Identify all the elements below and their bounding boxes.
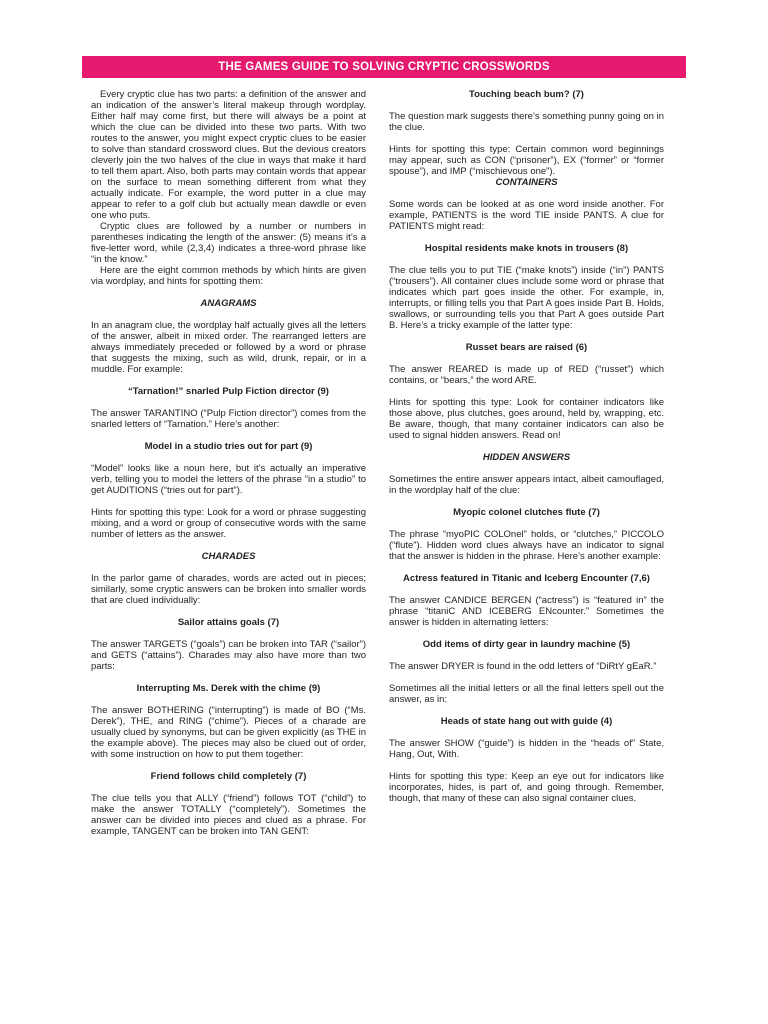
body-paragraph: The answer DRYER is found in the odd letters of “DiRtY gEaR.” xyxy=(389,661,657,672)
body-paragraph: In an anagram clue, the wordplay half actually gives all the letters of the answer, albeit in mixed order. The rearranged letters are always immediately preceded or followed by a word or phrase that suggests the mixing, such as wild, drunk, repair, or in a muddle. For example: xyxy=(91,320,366,375)
hint-paragraph: Hints for spotting this type: Keep an eye out for indicators like incorporates, hides, is part of, and going through. Remember, though, that many of these can also signal container clues. xyxy=(389,771,664,804)
left-column xyxy=(91,89,366,837)
example-clue: Interrupting Ms. Derek with the chime (9) xyxy=(136,683,321,694)
body-paragraph: Sometimes the entire answer appears intact, albeit camouflaged, in the wordplay half of the clue: xyxy=(389,474,664,496)
hint-paragraph: Hints for spotting this type: Look for a word or phrase suggesting mixing, and a word or group of consecutive words with the same number of letters as the answer. xyxy=(91,507,366,540)
section-heading-charades: CHARADES xyxy=(201,551,256,562)
example-clue: Heads of state hang out with guide (4) xyxy=(440,716,613,727)
section-heading-containers: CONTAINERS xyxy=(495,177,558,188)
example-clue: Myopic colonel clutches flute (7) xyxy=(453,507,600,518)
body-paragraph: The answer TARGETS (“goals”) can be broken into TAR (“sailor”) and GETS (“attains”). Charades may also have more than two parts: xyxy=(91,639,366,672)
body-paragraph: The phrase “myoPIC COLOnel” holds, or “clutches,” PICCOLO (“flute”). Hidden word clues always have an indicator to signal that the answer is hidden in the phrase. Here’s another example: xyxy=(389,529,664,562)
example-clue: Odd items of dirty gear in laundry machine (5) xyxy=(422,639,631,650)
intro-paragraph: Cryptic clues are followed by a number or numbers in parentheses indicating the length of the answer: (5) means it’s a five-letter word, while (2,3,4) indicates a three-word phrase like “in the know.” xyxy=(91,221,366,265)
example-clue: Russet bears are raised (6) xyxy=(465,342,588,353)
body-paragraph: Sometimes all the initial letters or all the final letters spell out the answer, as in: xyxy=(389,683,664,705)
body-paragraph: “Model” looks like a noun here, but it’s actually an imperative verb, telling you to model the letters of the phrase “in a studio” to get AUDITIONS (“tries out for part”). xyxy=(91,463,366,496)
body-paragraph: The answer REARED is made up of RED (“russet”) which contains, or “bears,” the word ARE. xyxy=(389,364,664,386)
hint-paragraph: Hints for spotting this type: Certain common word beginnings may appear, such as CON (“prisoner”), EX (“former” or “former spouse”), and IMP (“mischievous one”). xyxy=(389,144,664,177)
example-clue: “Tarnation!” snarled Pulp Fiction director (9) xyxy=(128,386,329,397)
intro-paragraph: Here are the eight common methods by which hints are given via wordplay, and hints for spotting them: xyxy=(91,265,366,287)
body-paragraph: The question mark suggests there’s something punny going on in the clue. xyxy=(389,111,664,133)
body-paragraph: The answer BOTHERING (“interrupting”) is made of BO (“Ms. Derek”), THE, and RING (“chime”). Pieces of a charade are usually clued by synonyms, but can be given explicitly (as THE in the example above). The pieces may also be clued out of order, with some instruction on how to put them together: xyxy=(91,705,366,760)
page-title: THE GAMES GUIDE TO SOLVING CRYPTIC CROSSWORDS xyxy=(82,56,686,78)
intro-paragraph: Every cryptic clue has two parts: a definition of the answer and an indication of the answer’s literal makeup through wordplay. Either half may come first, but there will always be a point at which the clue can be divided into these two parts. With two routes to the answer, you might expect cryptic clues to be easier to solve than standard crossword clues. But the devious creators cleverly join the two halves of the clue in ways that make it hard to tell them apart. Also, both parts may contain words that appear on the surface to mean something different from what they actually indicate. For example, the word putter in a clue may appear to refer to a golf club but actually mean dawdle or even one who puts. xyxy=(91,89,366,221)
section-heading-hidden-answers: HIDDEN ANSWERS xyxy=(482,452,571,463)
example-clue: Sailor attains goals (7) xyxy=(177,617,280,628)
body-paragraph: The clue tells you to put TIE (“make knots”) inside (“in”) PANTS (“trousers”). All container clues include some word or phrase that indicates which part goes inside the other. For example, in, interrupts, or filling tells you that Part A goes inside Part B. Holds, swallows, or surrounding tells you that Part A goes outside Part B. Here’s a tricky example of the latter type: xyxy=(389,265,664,331)
example-clue: Hospital residents make knots in trousers (8) xyxy=(424,243,629,254)
body-paragraph: The answer TARANTINO (“Pulp Fiction director”) comes from the snarled letters of “Tarnation.” Here’s another: xyxy=(91,408,366,430)
body-paragraph: In the parlor game of charades, words are acted out in pieces; similarly, some cryptic answers can be broken into smaller words that are clued individually: xyxy=(91,573,366,606)
example-clue: Actress featured in Titanic and Iceberg Encounter (7,6) xyxy=(403,573,650,584)
example-clue: Touching beach bum? (7) xyxy=(469,89,584,100)
hint-paragraph: Hints for spotting this type: Look for container indicators like those above, plus clutches, goes around, held by, wrapping, etc. Be aware, though, that many container indicators can also be used to signal hidden answers. Read on! xyxy=(389,397,664,441)
body-paragraph: The answer SHOW (“guide”) is hidden in the “heads of” State, Hang, Out, With. xyxy=(389,738,664,760)
body-paragraph: Some words can be looked at as one word inside another. For example, PATIENTS is the word TIE inside PANTS. A clue for PATIENTS might read: xyxy=(389,199,664,232)
right-column xyxy=(389,89,664,804)
section-heading-anagrams: ANAGRAMS xyxy=(200,298,257,309)
example-clue: Friend follows child completely (7) xyxy=(150,771,307,782)
example-clue: Model in a studio tries out for part (9) xyxy=(144,441,313,452)
body-paragraph: The clue tells you that ALLY (“friend”) follows TOT (“child”) to make the answer TOTALLY (“completely”). Sometimes the answer can be divided into pieces and clued as a phrase. For example, TANGENT can be broken into TAN GENT: xyxy=(91,793,366,837)
body-paragraph: The answer CANDICE BERGEN (“actress”) is “featured in” the phrase “titaniC AND ICEBERG ENcounter.” Sometimes the answer is hidden in alternating letters: xyxy=(389,595,664,628)
